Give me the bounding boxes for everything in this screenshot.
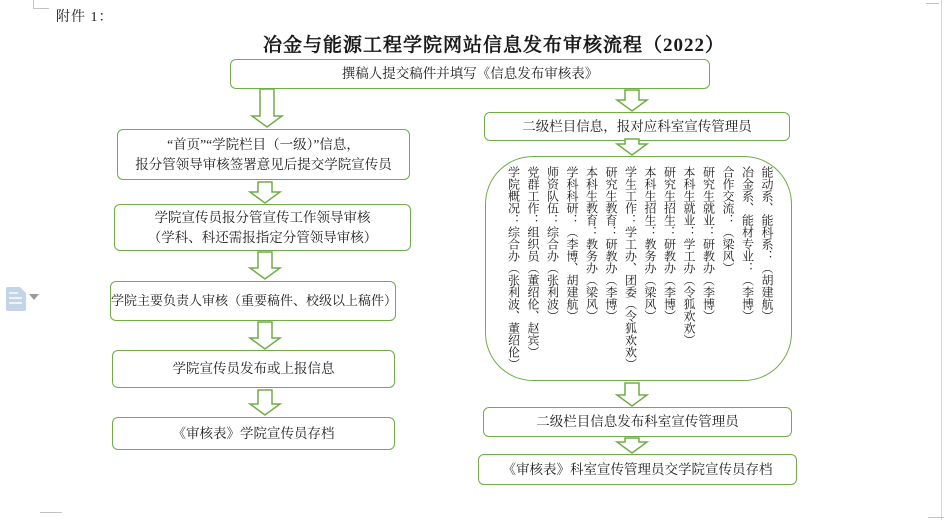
flow-box-label: 《审核表》科室宣传管理员交学院宣传员存档 — [502, 461, 773, 477]
page-title: 冶金与能源工程学院网站信息发布审核流程（2022） — [262, 35, 725, 56]
vertical-text-item: 党群工作：组织员（董绍伦、赵宾） — [526, 166, 540, 358]
flow-box-line: （学科、科还需报指定分管领导审核） — [147, 229, 378, 245]
dropdown-arrow-icon[interactable] — [29, 294, 39, 300]
flow-box-label: 二级栏目信息发布科室宣传管理员 — [536, 414, 739, 429]
flow-box-line: “首页”“学院栏目（一级）”信息， — [167, 136, 360, 152]
vertical-text-item: 师资队伍：综合办（张利波） — [545, 166, 560, 322]
crop-mark-bottom-right — [928, 517, 944, 518]
down-block-arrow-icon — [249, 181, 281, 204]
vertical-text-item: 学科科研：（李博、胡建航） — [565, 166, 579, 322]
flow-box-line: 报分管领导审核签署意见后提交学院宣传员 — [135, 156, 392, 172]
down-block-arrow-icon — [616, 89, 648, 112]
vertical-text-item: 本科生招生：教务办（梁风） — [643, 166, 657, 322]
flow-box-second-level-entry — [484, 112, 790, 141]
flow-box-college-archive — [112, 417, 395, 450]
flow-box-homepage-info — [117, 129, 410, 180]
flow-box-line: 学院宣传员发布或上报信息 — [172, 361, 335, 376]
vertical-text-item: 学生工作：学工办、团委（令狐欢欢） — [623, 166, 638, 370]
flow-box-section-managers — [485, 156, 792, 381]
flow-box-line: 学院主要负责人审核（重要稿件、校级以上稿件） — [111, 293, 398, 308]
vertical-text-item: 本科生就业：学工办（令狐欢欢） — [682, 166, 696, 346]
down-block-arrow-icon — [616, 138, 648, 156]
flow-box-line: 《审核表》学院宣传员存档 — [172, 425, 335, 441]
down-block-arrow-icon — [249, 389, 281, 416]
crop-mark-top-left — [33, 0, 49, 9]
down-block-arrow-icon — [616, 437, 648, 454]
vertical-text-item: 研究生就业：研教办（李博） — [701, 166, 716, 322]
vertical-text-item: 学院概况：综合办（张利波、董绍伦） — [506, 166, 521, 370]
margin-document-icon[interactable] — [6, 287, 26, 311]
flow-box-section-archive — [478, 454, 797, 485]
flow-box-line: 学院宣传员报分管宣传工作领导审核 — [154, 209, 371, 225]
crop-mark-bottom-left — [40, 512, 62, 513]
vertical-text-item: 冶金系、能材专业：（李博） — [740, 166, 755, 322]
flow-box-label: 二级栏目信息，报对应科室宣传管理员 — [522, 118, 752, 134]
vertical-text-item: 本科生教育：教务办（梁风） — [584, 166, 599, 322]
vertical-text-item: 能动系、能科系：（胡建航） — [760, 166, 774, 322]
down-block-arrow-icon — [249, 251, 281, 280]
vertical-text-list — [503, 166, 785, 374]
flow-box-publicity-review — [114, 204, 411, 251]
flow-box-publish-report — [112, 350, 395, 388]
vertical-text-item: 研究生教育：研教办（李博） — [604, 166, 618, 322]
attachment-label: 附件 1： — [56, 10, 114, 25]
vertical-text-item: 合作交流：（梁风） — [721, 166, 735, 274]
flow-box-principal-review — [110, 281, 396, 321]
down-block-arrow-icon — [616, 382, 648, 407]
flow-box-section-publish — [483, 407, 792, 437]
flow-box-label: 撰稿人提交稿件并填写《信息发布审核表》 — [341, 66, 599, 81]
vertical-text-item: 研究生招生：研教办（李博） — [662, 166, 677, 322]
page-edge-line — [941, 0, 942, 520]
down-block-arrow-icon — [249, 321, 281, 350]
crop-mark-top-right — [926, 0, 939, 4]
down-block-arrow-icon — [251, 88, 283, 128]
flow-box-submit-draft — [230, 59, 710, 89]
